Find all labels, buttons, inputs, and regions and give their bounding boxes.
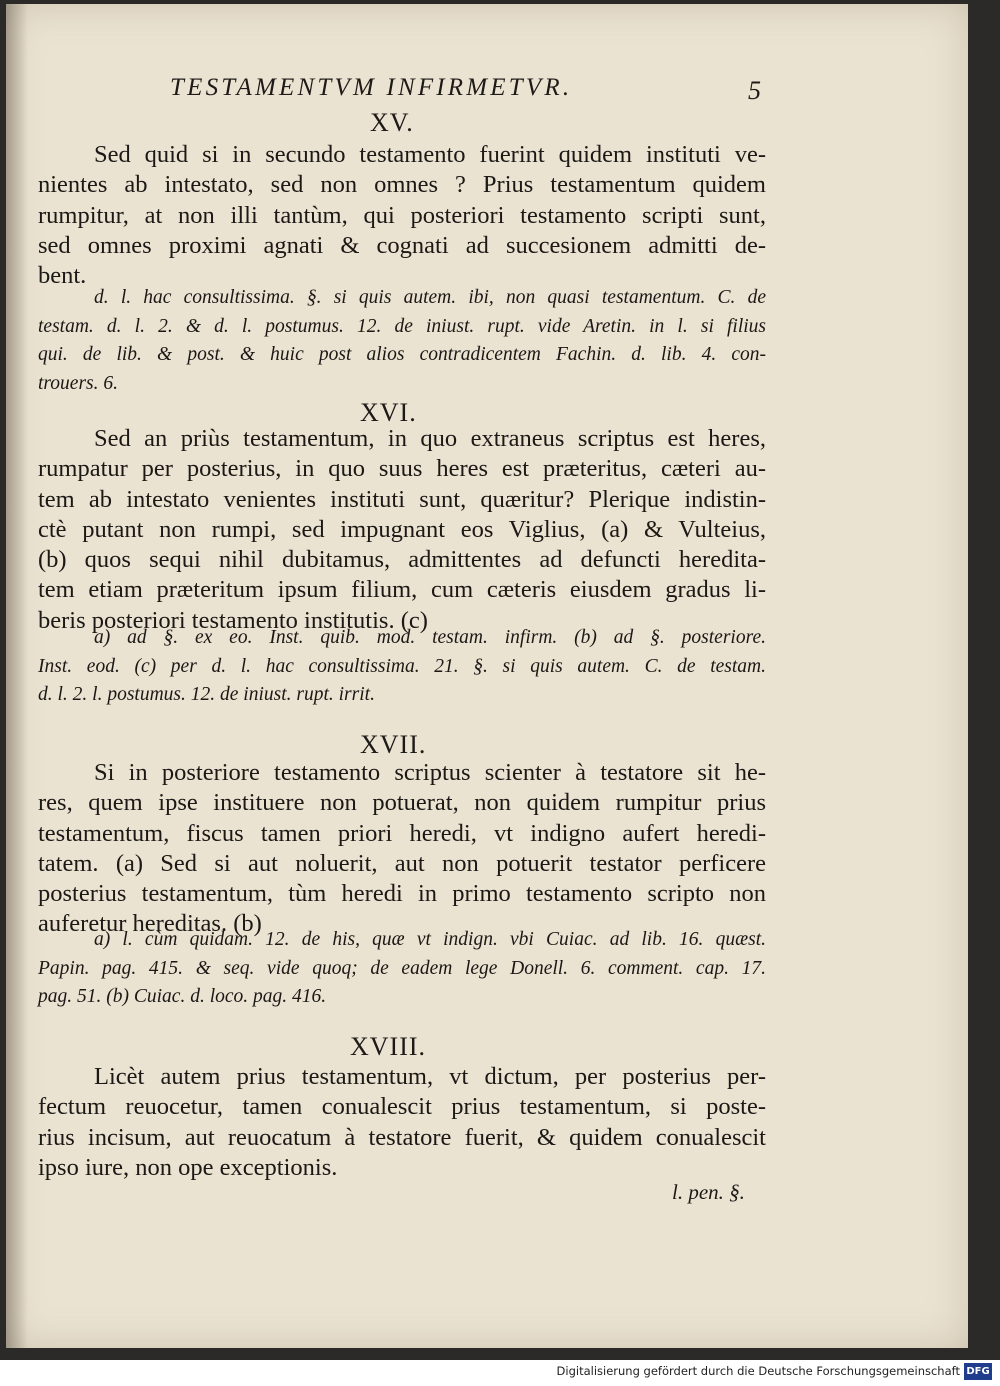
text-line: Si in posteriore testamento scriptus scienter à testatore sit he- bbox=[94, 759, 766, 786]
note-line: qui. de lib. & post. & huic post alios contradicentem Fachin. d. lib. 4. con- bbox=[38, 344, 766, 366]
running-head: TESTAMENTVM INFIRMETVR. bbox=[170, 74, 573, 101]
text-line: rius incisum, aut reuocatum à testatore fuerit, & quidem conualescit bbox=[38, 1123, 766, 1151]
section-xv-text bbox=[38, 140, 766, 291]
section-heading-xvi: XVI. bbox=[360, 398, 417, 427]
text-line: tatem. (a) Sed si aut noluerit, aut non potuerit testator perficere bbox=[38, 849, 766, 877]
text-line: tem etiam præteritum ipsum filium, cum cæteris eiusdem gradus li- bbox=[38, 576, 766, 604]
note-line: Papin. pag. 415. & seq. vide quoq; de eadem lege Donell. 6. comment. cap. 17. bbox=[38, 957, 766, 979]
note-line: trouers. 6. bbox=[38, 372, 118, 394]
text-line: res, quem ipse instituere non potuerat, non quidem rumpitur prius bbox=[38, 789, 766, 817]
text-line: testamentum, fiscus tamen priori heredi, vt indigno aufert heredi- bbox=[38, 819, 766, 847]
note-line: testam. d. l. 2. & d. l. postumus. 12. de iniust. rupt. vide Aretin. in l. si filius bbox=[38, 315, 766, 337]
page-number: 5 bbox=[748, 76, 761, 105]
section-heading-xviii: XVIII. bbox=[350, 1032, 427, 1061]
section-xvi-note bbox=[38, 624, 766, 710]
text-line: rumpitur, at non illi tantùm, qui posteriori testamento scripti sunt, bbox=[38, 201, 766, 229]
text-line: fectum reuocetur, tamen conualescit prius testamentum, si poste- bbox=[38, 1093, 766, 1121]
section-xv-note bbox=[38, 284, 766, 398]
note-line: pag. 51. (b) Cuiac. d. loco. pag. 416. bbox=[38, 986, 327, 1008]
section-heading-xvii: XVII. bbox=[360, 730, 427, 759]
page-gutter-shadow bbox=[6, 4, 28, 1348]
section-xviii-text bbox=[38, 1062, 766, 1183]
text-line: Sed quid si in secundo testamento fuerint quidem instituti ve- bbox=[94, 141, 766, 168]
text-line: auferetur hereditas. (b) bbox=[38, 910, 262, 938]
text-line: nientes ab intestato, sed non omnes ? Prius testamentum quidem bbox=[38, 171, 766, 199]
text-line: rumpatur per posterius, in quo suus heres est præteritus, cæteri au- bbox=[38, 455, 766, 483]
dfg-logo: DFG bbox=[964, 1363, 992, 1380]
text-line: ctè putant non rumpi, sed impugnant eos Viglius, (a) & Vulteius, bbox=[38, 515, 766, 543]
text-line: beris posteriori testamento institutis. (c) bbox=[38, 606, 428, 634]
section-xvi-text bbox=[38, 424, 766, 636]
note-line: d. l. 2. l. postumus. 12. de iniust. rupt. irrit. bbox=[38, 684, 375, 706]
text-line: bent. bbox=[38, 262, 87, 290]
note-line: a) l. cùm quidam. 12. de his, quæ vt indign. vbi Cuiac. ad lib. 16. quæst. bbox=[94, 929, 766, 950]
text-line: tem ab intestato venientes instituti sunt, quæritur? Plerique indistin- bbox=[38, 485, 766, 513]
catchword: l. pen. §. bbox=[672, 1180, 745, 1204]
text-line: posterius testamentum, tùm heredi in primo testamento scripto non bbox=[38, 880, 766, 908]
note-line: d. l. hac consultissima. §. si quis autem. ibi, non quasi testamentum. C. de bbox=[94, 287, 766, 308]
text-line: sed omnes proximi agnati & cognati ad succesionem admitti de- bbox=[38, 231, 766, 259]
footer-credit: Digitalisierung gefördert durch die Deutsche Forschungsgemeinschaft bbox=[556, 1364, 960, 1378]
digitization-footer bbox=[0, 1360, 1000, 1386]
section-heading-xv: XV. bbox=[370, 108, 414, 137]
section-xvii-text bbox=[38, 758, 766, 940]
text-line: Licèt autem prius testamentum, vt dictum, per posterius per- bbox=[94, 1063, 766, 1090]
note-line: Inst. eod. (c) per d. l. hac consultissima. 21. §. si quis autem. C. de testam. bbox=[38, 655, 766, 677]
note-line: a) ad §. ex eo. Inst. quib. mod. testam. infirm. (b) ad §. posteriore. bbox=[94, 627, 766, 648]
text-line: ipso iure, non ope exceptionis. bbox=[38, 1153, 338, 1181]
text-line: (b) quos sequi nihil dubitamus, admittentes ad defuncti heredita- bbox=[38, 546, 766, 574]
section-xvii-note bbox=[38, 926, 766, 1012]
text-line: Sed an priùs testamentum, in quo extraneus scriptus est heres, bbox=[94, 425, 766, 452]
